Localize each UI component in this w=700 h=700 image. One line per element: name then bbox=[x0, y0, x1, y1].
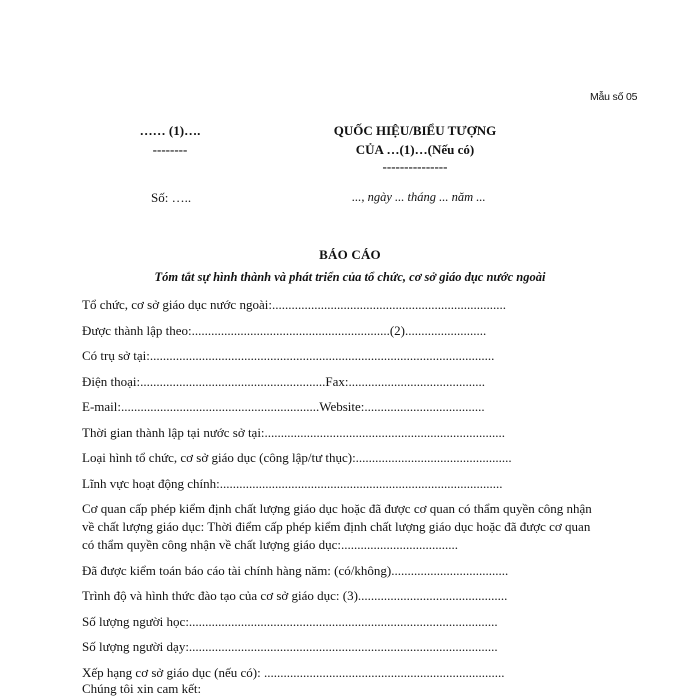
field-accreditation: Cơ quan cấp phép kiểm định chất lượng giáo dục hoặc đã được cơ quan có thẩm quyền công nhận về chất lượng giáo dục: Thời điểm cấp phép kiểm định chất lượng giáo dục hoặc đã được cơ quan có thẩm quyền công nhận về chất lượng giáo dục:.................................... bbox=[82, 501, 592, 552]
field-headquarters: Có trụ sở tại:.......................................................................................................... bbox=[82, 348, 495, 363]
national-title: QUỐC HIỆU/BIỂU TƯỢNG bbox=[333, 123, 497, 138]
field-established-by: Được thành lập theo:.............................................................(2)......................... bbox=[82, 322, 487, 338]
emblem-divider: --------------- bbox=[382, 159, 448, 174]
field-ranking: Xếp hạng cơ sở giáo dục (nếu có): .......................................................................... bbox=[82, 664, 505, 680]
field-training-level: Trình độ và hình thức đào tạo của cơ sở giáo dục: (3).............................................. bbox=[82, 588, 508, 603]
field-phone-fax: Điện thoại:.........................................................Fax:.......................................... bbox=[82, 373, 485, 389]
form-code: Mẫu số 05 bbox=[590, 91, 638, 103]
issuer-header bbox=[120, 121, 220, 159]
field-establishment-time: Thời gian thành lập tại nước sở tại:.......................................................................... bbox=[82, 424, 506, 440]
commitment-heading: Chúng tôi xin cam kết: bbox=[82, 681, 202, 696]
field-email-website: E-mail:.............................................................Website:..................................... bbox=[82, 399, 485, 414]
issuer-name: …… (1)…. bbox=[139, 123, 201, 138]
document-number: Số: ….. bbox=[151, 190, 192, 205]
field-organization-type: Loại hình tổ chức, cơ sở giáo dục (công lập/tư thục):................................................ bbox=[82, 450, 512, 465]
report-fields bbox=[82, 296, 622, 689]
national-emblem-header bbox=[320, 121, 510, 175]
field-organization: Tổ chức, cơ sở giáo dục nước ngoài:........................................................................ bbox=[82, 297, 506, 312]
emblem-subtitle: CỦA …(1)…(Nếu có) bbox=[355, 142, 475, 157]
field-financial-audit: Đã được kiểm toán báo cáo tài chính hàng năm: (có/không).................................... bbox=[82, 562, 509, 578]
issuer-divider: -------- bbox=[152, 142, 188, 157]
place-date: ..., ngày ... tháng ... năm ... bbox=[352, 190, 486, 204]
report-title: BÁO CÁO bbox=[319, 247, 381, 262]
report-subtitle: Tóm tắt sự hình thành và phát triển của tổ chức, cơ sở giáo dục nước ngoài bbox=[154, 270, 546, 284]
field-main-activity: Lĩnh vực hoạt động chính:....................................................................................... bbox=[82, 475, 503, 491]
field-teacher-count: Số lượng người dạy:............................................................................................... bbox=[82, 639, 498, 654]
field-student-count: Số lượng người học:............................................................................................... bbox=[82, 613, 498, 629]
